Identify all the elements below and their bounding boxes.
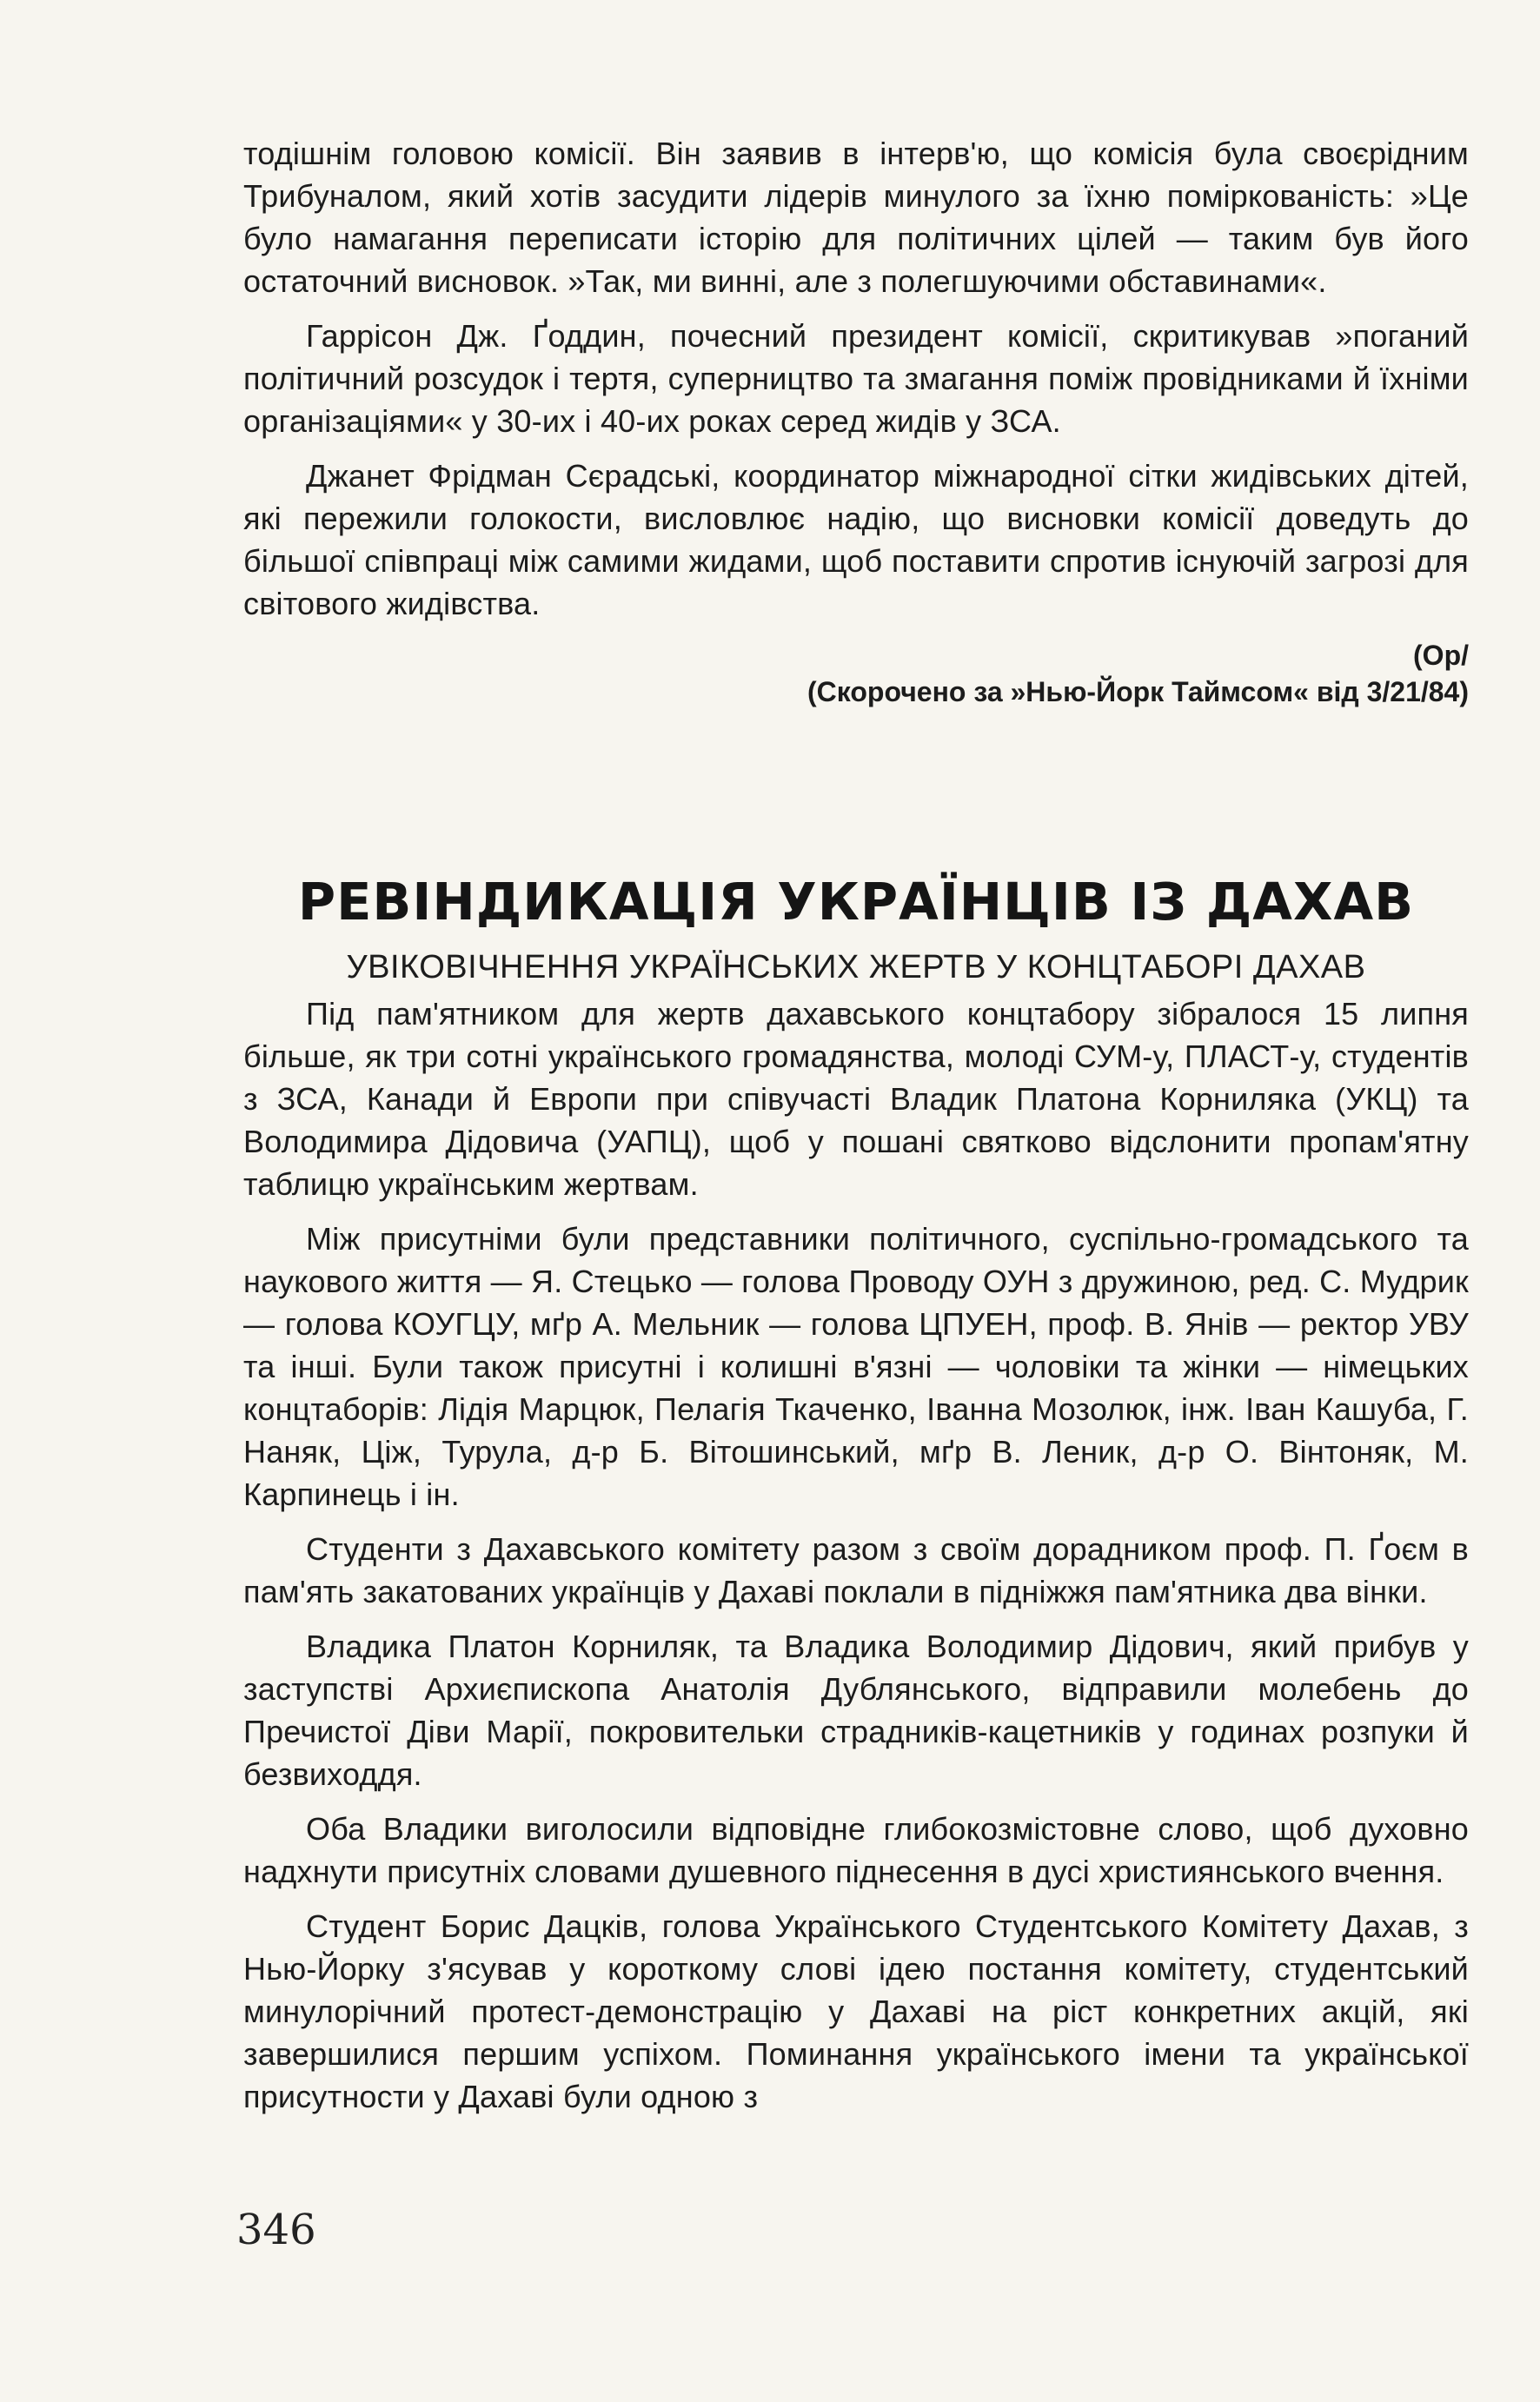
- paragraph: Гаррісон Дж. Ґоддин, почесний президент комісії, скритикував »поганий політичний розсудок і тертя, суперництво та змагання поміж провідниками й їхніми організаціями« у 30-их і 40-их роках серед жидів у ЗСА.: [243, 318, 1469, 439]
- paragraph: Між присутніми були представники політичного, суспільно-громадського та наукового життя — Я. Стецько — голова Проводу ОУН з дружиною, ред. С. Мудрик — голова КОУГЦУ, мґр А. Мельник — голова ЦПУЕН, проф. В. Янів — ректор УВУ та інші. Були також присутні і колишні в'язні — чоловіки та жінки — німецьких концтаборів: Лідія Марцюк, Пелагія Ткаченко, Іванна Мозолюк, інж. Іван Кашуба, Г. Наняк, Ціж, Турула, д-р Б. Вітошинський, мґр В. Леник, д-р О. Вінтоняк, М. Карпинець і ін.: [243, 1221, 1469, 1512]
- page-number: 346: [236, 2206, 316, 2254]
- previous-article-ending: [243, 132, 1469, 710]
- source-line-1: (Ор/: [1413, 640, 1469, 671]
- paragraph: Під пам'ятником для жертв дахавського концтабору зібралося 15 липня більше, як три сотні українського громадянства, молоді СУМ-у, ПЛАСТ-у, студентів з ЗСА, Канади й Европи при співучасті Владик Платона Корниляка (УКЦ) та Володимира Дідовича (УАПЦ), щоб у пошані святково відслонити пропам'ятну таблицю українським жертвам.: [243, 996, 1469, 1202]
- paragraph: Джанет Фрідман Сєрадські, координатор міжнародної сітки жидівських дітей, які пережили голокости, висловлює надію, що висновки комісії доведуть до більшої співпраці між самими жидами, щоб поставити спротив існуючій загрозі для світового жидівства.: [243, 458, 1469, 621]
- paragraph: Студенти з Дахавського комітету разом з своїм дорадником проф. П. Ґоєм в пам'ять закатованих українців у Дахаві поклали в підніжжя пам'ятника два вінки.: [243, 1531, 1469, 1609]
- article-body: [243, 992, 1469, 2118]
- article-subtitle: УВІКОВІЧНЕННЯ УКРАЇНСЬКИХ ЖЕРТВ У КОНЦТАБОРІ ДАХАВ: [346, 949, 1366, 985]
- article-title: РЕВІНДИКАЦІЯ УКРАЇНЦІВ ІЗ ДАХАВ: [297, 872, 1415, 932]
- paragraph: тодішнім головою комісії. Він заявив в інтерв'ю, що комісія була своєрідним Трибуналом, який хотів засудити лідерів минулого за їхню поміркованість: »Це було намагання переписати історію для політичних цілей — таким був його остаточний висновок. »Так, ми винні, але з полегшуючими обставинами«.: [243, 136, 1469, 299]
- source-attribution: [243, 637, 1469, 710]
- source-line-2: (Скорочено за »Нью-Йорк Таймсом« від 3/21/84): [807, 676, 1469, 707]
- paragraph: Студент Борис Дацків, голова Українського Студентського Комітету Дахав, з Нью-Йорку з'ясував у короткому слові ідею постання комітету, студентський минулорічний протест-демонстрацію у Дахаві на ріст конкретних акцій, які завершилися першим успіхом. Поминання українського імени та української присутности у Дахаві були одною з: [243, 1908, 1469, 2114]
- paragraph: Владика Платон Корниляк, та Владика Володимир Дідович, який прибув у заступстві Архиєпископа Анатолія Дублянського, відправили молебень до Пречистої Діви Марії, покровительки страдників-кацетників у годинах розпуки й безвиходдя.: [243, 1629, 1469, 1792]
- paragraph: Оба Владики виголосили відповідне глибокозмістовне слово, щоб духовно надхнути присутніх словами душевного піднесення в дусі християнського вчення.: [243, 1811, 1469, 1889]
